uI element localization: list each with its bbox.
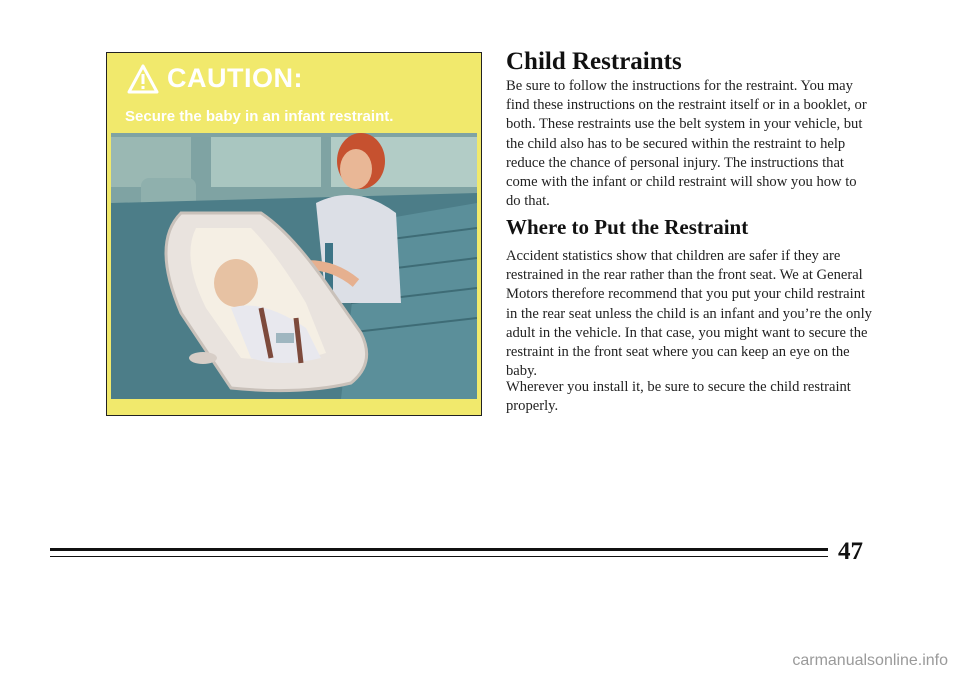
- warning-triangle-icon: [127, 64, 159, 94]
- caution-text: Secure the baby in an infant restraint.: [125, 108, 394, 125]
- subsection-title: Where to Put the Restraint: [506, 215, 749, 239]
- caution-box: [106, 52, 482, 416]
- footer-rule-thin: [50, 556, 828, 557]
- page-number: 47: [838, 538, 863, 565]
- caution-title: CAUTION:: [167, 63, 303, 93]
- section-paragraph: Be sure to follow the instructions for the restraint. You may find these instructions on the restraint itself or in a booklet, or both. These restraints use the belt system in your vehicle, but the child also has to be secured within the restraint to help reduce the chance of personal injury. The instructions that come with the infant or child restraint will show you how to do that.: [506, 78, 867, 210]
- subsection-paragraph-1: Accident statistics show that children are safer if they are restrained in the rear rather than the front seat. We at General Motors therefore recommend that you put your child restraint in the rear seat unless the child is an infant and you’re the only adult in the vehicle. In that case, you might want to secure the restraint in the front seat where you can keep an eye on the baby.: [506, 248, 872, 380]
- caution-header: [127, 63, 303, 94]
- child-seat-photo: [111, 133, 477, 399]
- section-title: Child Restraints: [506, 48, 682, 75]
- footer-rule-thick: [50, 548, 828, 551]
- watermark: carmanualsonline.info: [792, 652, 948, 669]
- subsection-paragraph-2: Wherever you install it, be sure to secure the child restraint properly.: [506, 379, 851, 415]
